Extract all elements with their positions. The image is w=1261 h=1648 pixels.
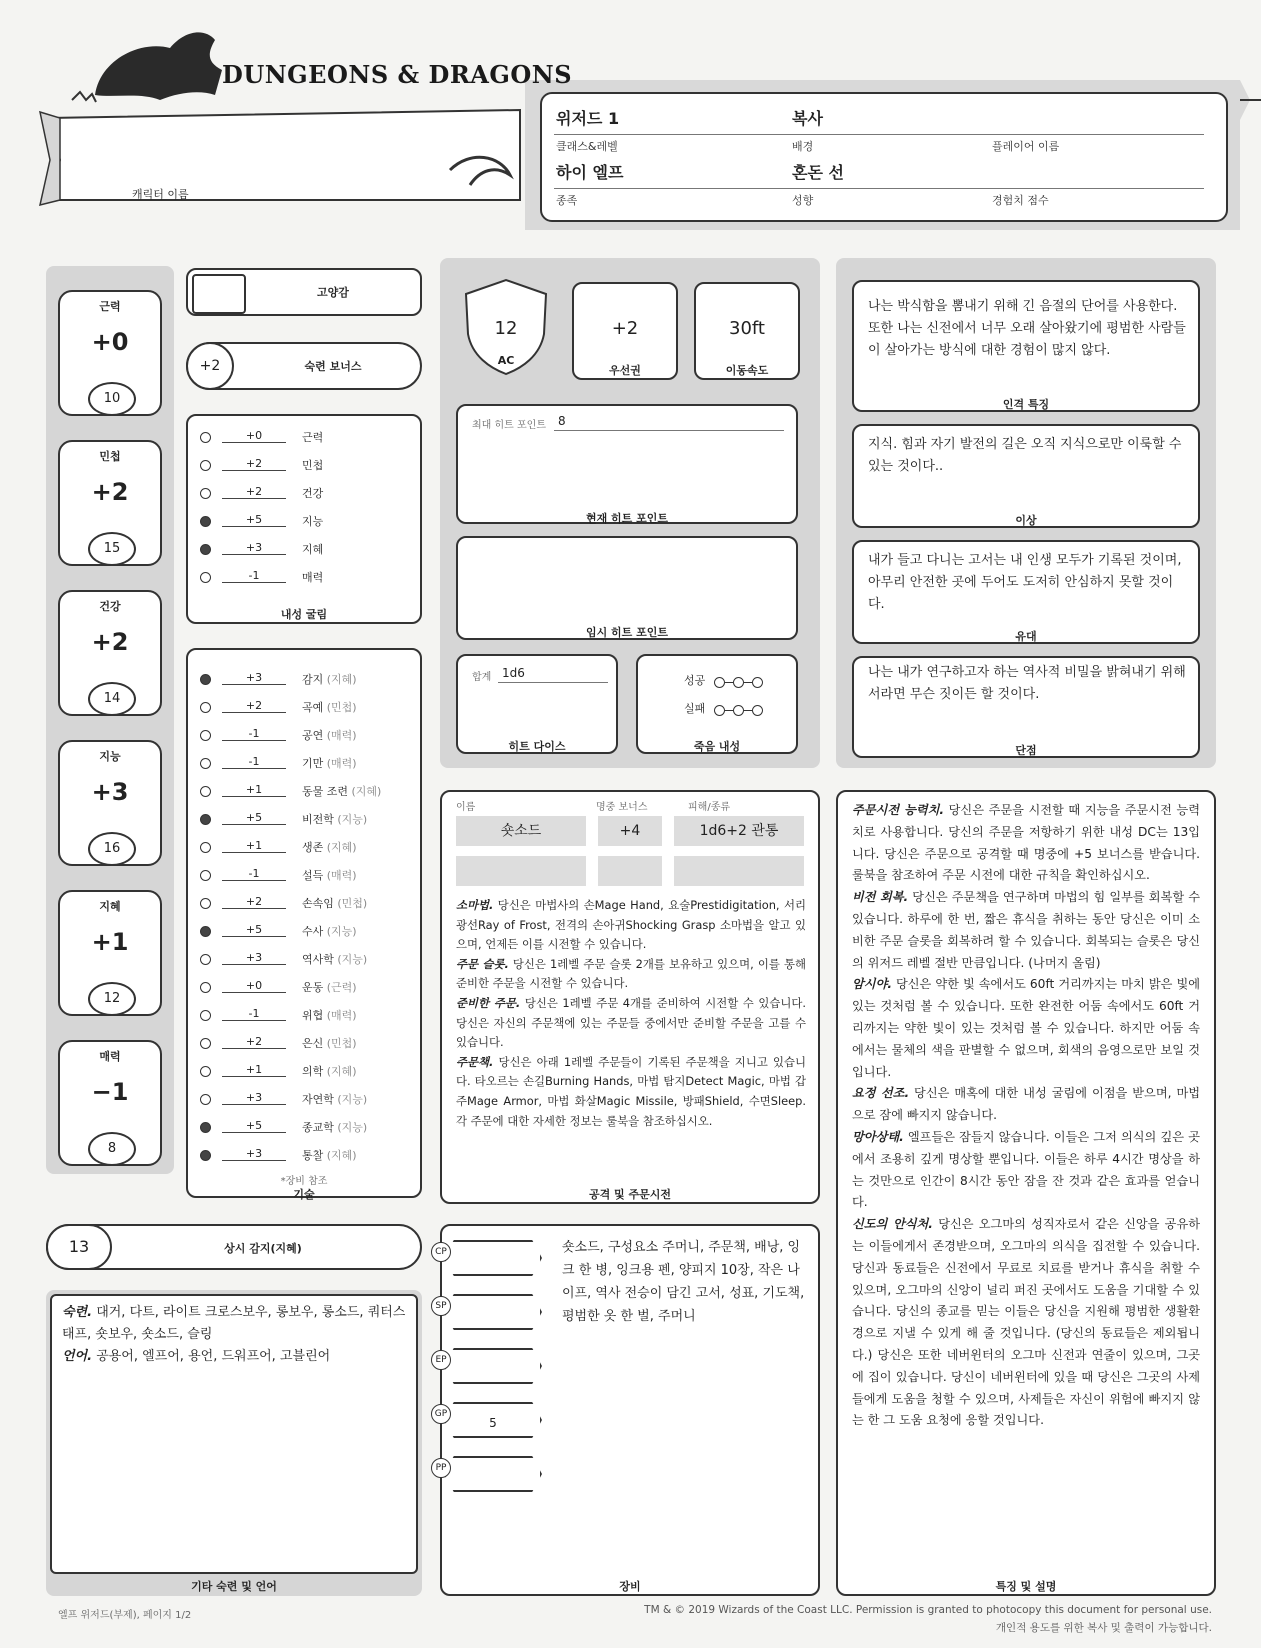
coin-ep-field[interactable] (444, 1348, 542, 1384)
traits-label: 인격 특징 (1002, 398, 1050, 411)
traits-box[interactable] (852, 280, 1200, 412)
save-value[interactable]: -1 (222, 569, 286, 583)
initiative-value[interactable]: +2 (611, 318, 639, 339)
traits-text: 나는 박식함을 뽐내기 위해 긴 음절의 단어를 사용한다. 또한 나는 신전에서 너무 오래 살아왔기에 평범한 사람들이 살아가는 방식에 대한 경험이 많지 않다. (868, 299, 1186, 358)
skill-value[interactable]: -1 (222, 727, 286, 741)
death-success-label: 성공 (684, 674, 706, 687)
attacks-box (440, 790, 820, 1204)
skill-value[interactable]: -1 (222, 867, 286, 881)
skill-ability: (지혜) (326, 841, 357, 854)
skill-name: 역사학 (302, 953, 334, 966)
hit-dice-total[interactable]: 1d6 (502, 666, 525, 680)
proficiency-label: 숙련 보너스 (304, 360, 362, 373)
passive-perception-value[interactable]: 13 (46, 1224, 112, 1270)
save-name: 지혜 (302, 543, 324, 556)
skill-value[interactable]: +0 (222, 979, 286, 993)
attack-row-2-damage[interactable] (674, 856, 804, 886)
skill-ability: (매력) (326, 869, 357, 882)
hp-max-label: 최대 히트 포인트 (472, 420, 546, 431)
skill-ability: (매력) (326, 729, 357, 742)
equipment-label: 장비 (619, 1580, 641, 1593)
proficiency-dot[interactable] (200, 1094, 211, 1105)
proficiency-dot[interactable] (200, 544, 211, 555)
speed-label: 이동속도 (725, 364, 769, 377)
skill-name: 운동 (302, 981, 324, 994)
skill-ability: (민첩) (337, 897, 368, 910)
proficiency-dot[interactable] (200, 786, 211, 797)
coin-label: GP (431, 1404, 451, 1424)
feature-title: 신도의 안식처. (852, 1217, 933, 1232)
skill-value[interactable]: +1 (222, 783, 286, 797)
coin-pp-field[interactable] (444, 1456, 542, 1492)
save-name: 건강 (302, 487, 324, 500)
ability-mod[interactable]: +3 (91, 778, 129, 806)
footer-right-2: 개인적 용도를 위한 복사 및 출력이 가능합니다. (995, 1622, 1212, 1634)
skill-ability: (지혜) (326, 1065, 357, 1078)
ideals-label: 이상 (1015, 514, 1037, 527)
skill-value[interactable]: +1 (222, 839, 286, 853)
skill-value[interactable]: +2 (222, 1035, 286, 1049)
gp-value[interactable]: 5 (489, 1416, 497, 1430)
proficiency-dot[interactable] (200, 488, 211, 499)
hit-dice-label: 히트 다이스 (508, 740, 566, 753)
attack-bonus[interactable]: +4 (598, 816, 662, 846)
ac-value[interactable]: 12 (494, 318, 518, 339)
attacks-label: 공격 및 주문시전 (588, 1188, 672, 1201)
prof-text: 대거, 다트, 라이트 크로스보우, 롱보우, 롱소드, 쿼터스태프, 숏보우, 숏소드, 슬링 (62, 1305, 406, 1342)
alignment-value[interactable]: 혼돈 선 (792, 163, 844, 182)
proficiency-dot[interactable] (200, 1010, 211, 1021)
skill-value[interactable]: +5 (222, 923, 286, 937)
hit-dice-box[interactable] (456, 654, 618, 754)
ability-mod[interactable]: +2 (91, 478, 129, 506)
skill-ability: (민첩) (326, 701, 357, 714)
features-label: 특징 및 설명 (995, 1580, 1057, 1593)
background-label: 배경 (792, 140, 814, 153)
inspiration-input[interactable] (192, 274, 246, 314)
save-name: 매력 (302, 571, 324, 584)
proficiency-dot[interactable] (200, 432, 211, 443)
skill-name: 위협 (302, 1009, 324, 1022)
proficiency-dot[interactable] (200, 730, 211, 741)
skill-name: 공연 (302, 729, 324, 742)
flaws-text: 나는 내가 연구하고자 하는 역사적 비밀을 밝혀내기 위해서라면 무슨 짓이든 할 것이다. (868, 665, 1186, 702)
current-hp-box[interactable] (456, 404, 798, 524)
skill-name: 수사 (302, 925, 324, 938)
coin-label: SP (431, 1296, 451, 1316)
temp-hp-box[interactable] (456, 536, 798, 640)
skill-ability: (지능) (326, 925, 357, 938)
death-saves-label: 죽음 내성 (693, 740, 741, 753)
attack-row-2-name[interactable] (456, 856, 586, 886)
feature-title: 망아상태. (852, 1129, 904, 1144)
skill-ability: (지혜) (326, 673, 357, 686)
skill-name: 설득 (302, 869, 324, 882)
flaws-box[interactable] (852, 656, 1200, 758)
skill-value[interactable]: +2 (222, 895, 286, 909)
ability-mod[interactable]: +1 (91, 928, 129, 956)
ability-score[interactable]: 10 (88, 382, 136, 416)
class-level-value[interactable]: 위저드 1 (556, 109, 620, 128)
initiative-label: 우선권 (609, 364, 641, 377)
skill-name: 기만 (302, 757, 324, 770)
skill-ability: (근력) (326, 981, 357, 994)
skill-value[interactable]: +3 (222, 1147, 286, 1161)
inspiration-label: 고양감 (317, 286, 349, 299)
skill-value[interactable]: +1 (222, 1063, 286, 1077)
coin-label: PP (431, 1458, 451, 1478)
skill-value[interactable]: +3 (222, 1091, 286, 1105)
hit-dice-total-label: 합계 (472, 672, 492, 683)
other-prof-label: 기타 숙련 및 언어 (191, 1580, 277, 1593)
background-value[interactable]: 복사 (792, 109, 823, 128)
skill-value[interactable]: +5 (222, 811, 286, 825)
skill-name: 손속임 (302, 897, 334, 910)
dragon-logo-icon (95, 32, 222, 100)
character-info-box (540, 92, 1228, 222)
ability-score[interactable]: 14 (88, 682, 136, 716)
equipment-text[interactable]: 숏소드, 구성요소 주머니, 주문책, 배낭, 잉크 한 병, 잉크용 펜, 양피지 10장, 작은 나이프, 역사 전승이 담긴 고서, 성표, 기도책, 평범한 옷 한 벌, 주머니 (562, 1240, 805, 1324)
lang-text: 공용어, 엘프어, 용언, 드워프어, 고블린어 (92, 1349, 331, 1364)
ability-dex: 민첩 +2 15 (58, 440, 162, 566)
skill-name: 통찰 (302, 1149, 324, 1162)
bonds-box[interactable] (852, 540, 1200, 644)
skill-name: 의학 (302, 1065, 324, 1078)
attack-name[interactable]: 숏소드 (456, 816, 586, 846)
ability-mod[interactable]: +2 (91, 628, 129, 656)
skill-value[interactable]: -1 (222, 1007, 286, 1021)
save-name: 민첩 (302, 459, 324, 472)
ability-wis: 지혜 +1 12 (58, 890, 162, 1016)
skill-value[interactable]: +5 (222, 1119, 286, 1133)
race-label: 종족 (556, 194, 578, 207)
skill-ability: (지능) (337, 1093, 368, 1106)
skill-ability: (매력) (326, 1009, 357, 1022)
bonds-label: 유대 (1015, 630, 1037, 643)
proficiency-dot[interactable] (200, 1038, 211, 1049)
death-success-checks[interactable] (714, 672, 763, 691)
passive-perception-box (46, 1224, 422, 1270)
coin-cp-field[interactable] (444, 1240, 542, 1276)
xp-label: 경험치 점수 (992, 194, 1049, 207)
proficiency-value[interactable]: +2 (186, 342, 234, 390)
skill-ability: (매력) (326, 757, 357, 770)
ability-score[interactable]: 12 (88, 982, 136, 1016)
dnd-logo: DUNGEONS & DRAGONS (222, 60, 573, 89)
other-prof-text (62, 1302, 412, 1368)
proficiency-dot[interactable] (200, 1066, 211, 1077)
save-value[interactable]: +2 (222, 457, 286, 471)
coin-sp-field[interactable] (444, 1294, 542, 1330)
feature-title: 암시야. (852, 977, 892, 992)
ability-score[interactable]: 15 (88, 532, 136, 566)
footer-right-1: TM & © 2019 Wizards of the Coast LLC. Permission is granted to photocopy this document for personal use. (644, 1604, 1212, 1616)
attack-col-bonus: 명중 보너스 (596, 802, 648, 813)
proficiency-dot[interactable] (200, 702, 211, 713)
skill-name: 비전학 (302, 813, 334, 826)
features-text: 주문시전 능력치. 당신은 주문을 시전할 때 지능을 주문시전 능력치로 사용합니다. 당신의 주문을 저항하기 위한 내성 DC는 13입니다. 당신은 주문으로 공격할 때 명중에 +5 보너스를 받습니다. 룰북을 참조하여 주문 시전에 대한 규칙을 확인하십시오. 비전 회복. 당신은 주문책을 연구하며 마법의 힘 일부를 회복할 수 있습니다. 하루에 한 번, 짧은 휴식을 취하는 동안 당신은 이미 소비한 주문 슬롯을 회복하려 할 수 있습니다. 회복되는 슬롯은 당신의 위저드 레벨 절반 만큼입니다. (나머지 올림) 암시야. 당신은 약한 빛 속에서도 60ft 거리까지는 마치 밝은 빛에 있는 것처럼 볼 수 있습니다. 또한 완전한 어둠 속에서도 60ft 거리까지는 약한 빛이 있는 것처럼 볼 수 있습니다. 하지만 어둠 속에서는 물체의 색을 판별할 수 없으며, 회색의 음영으로만 보일 것입니다. 요정 선조. 당신은 매혹에 대한 내성 굴림에 이점을 받으며, 마법으로 잠에 빠지지 않습니다. 망아상태. 엘프들은 잠들지 않습니다. 이들은 그저 의식의 깊은 곳에서 조용히 깊게 명상할 뿐입니다. 이들은 하루 4시간 명상을 하는 것만으로 인간이 8시간 동안 잠을 잔 것과 같은 효과를 얻습니다. 신도의 안식처. 당신은 오그마의 성직자로서 같은 신앙을 공유하는 이들에게서 존경받으며, 오그마의 의식을 집전할 수 있습니다. 당신과 동료들은 신전에서 무료로 치료를 받거나 휴식을 취할 수 있으며, 오그마의 신앙이 널리 퍼진 곳에서도 도움을 기대할 수 있습니다. 당신의 종교를 믿는 이들은 당신을 지원해 평범한 생활환경으로 지낼 수 있게 해 줄 것입니다. (당신의 동료들은 제외됩니다.) 당신은 또한 네버윈터의 오그마 신전과 연줄이 있으며, 그곳에 집이 있습니다. 당신이 네버윈터에 있을 때 당신은 그곳의 사제들에게 도움을 청할 수 있으며, 사제들은 자신이 위험에 빠지지 않는 한 그 도움 요청에 응할 것입니다. (852, 803, 1200, 1428)
footer-left: 엘프 위저드(부제), 페이지 1/2 (58, 1610, 192, 1621)
speed-value[interactable]: 30ft (729, 318, 765, 339)
race-value[interactable]: 하이 엘프 (556, 163, 624, 182)
skill-name: 곡예 (302, 701, 324, 714)
attack-col-name: 이름 (456, 802, 476, 813)
ability-cha: 매력 −1 8 (58, 1040, 162, 1166)
skill-name: 생존 (302, 841, 324, 854)
save-name: 지능 (302, 515, 324, 528)
skill-name: 종교학 (302, 1121, 334, 1134)
proficiency-dot[interactable] (200, 926, 211, 937)
saving-throws-label: 내성 굴림 (280, 608, 328, 621)
ability-int: 지능 +3 16 (58, 740, 162, 866)
hp-max-value[interactable]: 8 (558, 414, 566, 428)
ability-mod[interactable]: +0 (91, 328, 129, 356)
proficiency-dot[interactable] (200, 814, 211, 825)
proficiency-dot[interactable] (200, 870, 211, 881)
skill-value[interactable]: +2 (222, 699, 286, 713)
coin-label: CP (431, 1242, 451, 1262)
prof-title: 숙련. (62, 1305, 93, 1320)
class-level-label: 클래스&레벨 (556, 140, 618, 153)
initiative-box (572, 282, 678, 380)
skill-value[interactable]: +3 (222, 951, 286, 965)
save-value[interactable]: +0 (222, 429, 286, 443)
skill-ability: (지혜) (351, 785, 382, 798)
other-prof-box (50, 1294, 418, 1574)
lang-title: 언어. (62, 1349, 93, 1364)
spellcasting-text: 소마법. 당신은 마법사의 손Mage Hand, 요술Prestidigitation, 서리 광선Ray of Frost, 전격의 손아귀Shocking Grasp 소마법을 알고 있으며, 언제든 이를 시전할 수 있습니다. 주문 슬롯. 당신은 1레벨 주문 슬롯 2개를 보유하고 있으며, 이를 통해 준비한 주문을 시전할 수 있습니다. 준비한 주문. 당신은 1레벨 주문 4개를 준비하여 시전할 수 있습니다. 당신은 자신의 주문책에 있는 주문들 중에서만 준비할 주문을 고를 수 있습니다. 주문책. 당신은 아래 1레벨 주문들이 기록된 주문책을 지니고 있습니다. 타오르는 손길Burning Hands, 마법 탐지Detect Magic, 마법 갑주Mage Armor, 마법 화살Magic Missile, 방패Shield, 수면Sleep. 각 주문에 대한 자세한 정보는 룰북을 참조하십시오. (456, 898, 807, 1128)
ac-label: AC (497, 354, 515, 367)
feature-title: 요정 선조. (852, 1086, 910, 1101)
skill-name: 은신 (302, 1037, 324, 1050)
save-value[interactable]: +3 (222, 541, 286, 555)
proficiency-dot[interactable] (200, 982, 211, 993)
skill-name: 감지 (302, 673, 324, 686)
skill-ability: (지능) (337, 1121, 368, 1134)
attack-col-damage: 피해/종류 (688, 802, 731, 813)
feature-title: 주문시전 능력치. (852, 803, 945, 817)
proficiency-dot[interactable] (200, 572, 211, 583)
proficiency-box (186, 342, 422, 390)
ideals-box[interactable] (852, 424, 1200, 528)
proficiency-dot[interactable] (200, 758, 211, 769)
ability-mod[interactable]: −1 (91, 1078, 129, 1106)
skill-name: 자연학 (302, 1093, 334, 1106)
proficiency-dot[interactable] (200, 842, 211, 853)
skill-ability: (민첩) (326, 1037, 357, 1050)
ability-score[interactable]: 16 (88, 832, 136, 866)
current-hp-label: 현재 히트 포인트 (585, 512, 669, 525)
skill-ability: (지능) (337, 813, 368, 826)
ability-score[interactable]: 8 (88, 1132, 136, 1166)
proficiency-dot[interactable] (200, 954, 211, 965)
passive-perception-label: 상시 감지(지혜) (224, 1242, 302, 1255)
attack-damage[interactable]: 1d6+2 관통 (674, 816, 804, 846)
proficiency-dot[interactable] (200, 898, 211, 909)
proficiency-dot[interactable] (200, 460, 211, 471)
character-name-label: 캐릭터 이름 (132, 188, 189, 201)
death-failure-checks[interactable] (714, 700, 763, 719)
bonds-text: 내가 들고 다니는 고서는 내 인생 모두가 기록된 것이며, 아무리 안전한 곳에 두어도 도저히 안심하지 못할 것이다. (868, 553, 1182, 612)
skills-note: *장비 참조 (280, 1176, 328, 1187)
proficiency-dot[interactable] (200, 1150, 211, 1161)
skill-ability: (지능) (337, 953, 368, 966)
skill-value[interactable]: +3 (222, 671, 286, 685)
inspiration-box (186, 268, 422, 316)
save-name: 근력 (302, 431, 324, 444)
death-saves-box (636, 654, 798, 754)
ability-str: 근력 +0 10 (58, 290, 162, 416)
proficiency-dot[interactable] (200, 674, 211, 685)
skills-label: 기술 (293, 1188, 315, 1201)
save-value[interactable]: +2 (222, 485, 286, 499)
proficiency-dot[interactable] (200, 1122, 211, 1133)
coin-label: EP (431, 1350, 451, 1370)
flaws-label: 단점 (1015, 744, 1037, 757)
skill-name: 동물 조련 (302, 785, 349, 798)
attack-row-2-bonus[interactable] (598, 856, 662, 886)
temp-hp-label: 임시 히트 포인트 (585, 626, 669, 639)
proficiency-dot[interactable] (200, 516, 211, 527)
ideals-text: 지식. 힘과 자기 발전의 길은 오직 지식으로만 이룩할 수 있는 것이다.. (868, 437, 1182, 474)
skill-ability: (지혜) (326, 1149, 357, 1162)
speed-box (694, 282, 800, 380)
alignment-label: 성향 (792, 194, 814, 207)
player-name-label: 플레이어 이름 (992, 140, 1060, 153)
save-value[interactable]: +5 (222, 513, 286, 527)
skill-value[interactable]: -1 (222, 755, 286, 769)
death-failure-label: 실패 (684, 702, 706, 715)
ability-con: 건강 +2 14 (58, 590, 162, 716)
feature-title: 비전 회복. (852, 890, 909, 905)
